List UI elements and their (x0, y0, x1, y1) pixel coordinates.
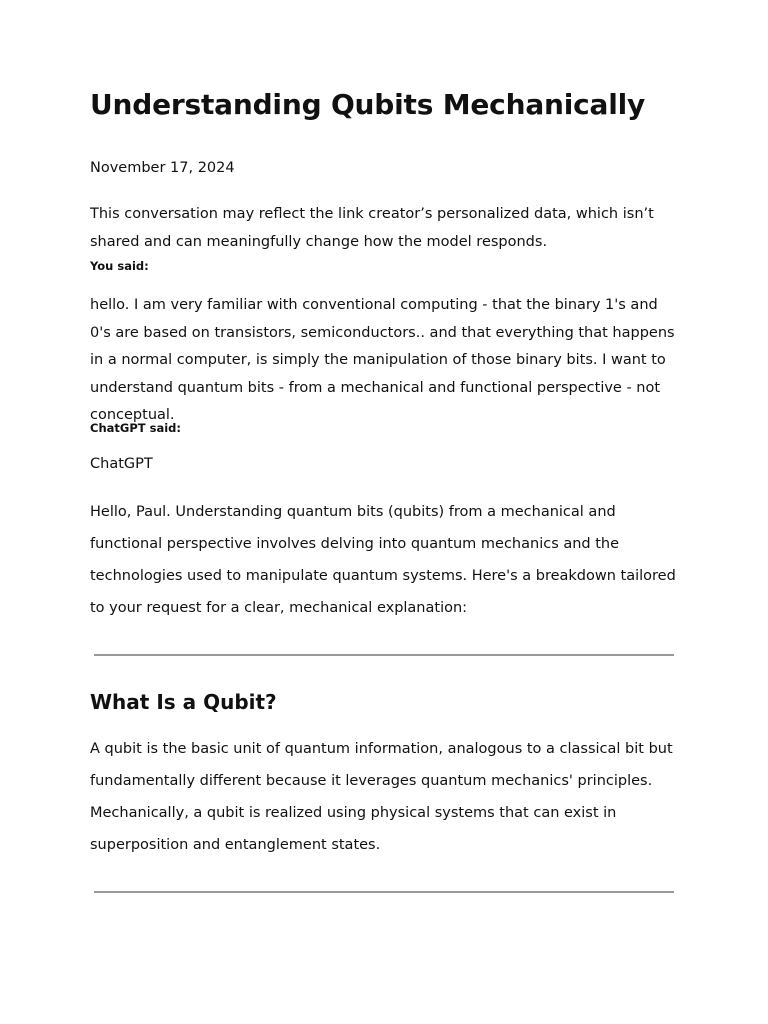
section-divider (94, 891, 674, 893)
section-divider (94, 654, 674, 656)
section-body: A qubit is the basic unit of quantum information, analogous to a classical bit but fundamentally different because it leverages quantum mechanics' principles. Mechanically, a qubit is realized using physical systems that can exist in superposition and entanglement states. (90, 741, 673, 853)
user-speaker-label: You said: (90, 259, 149, 273)
user-message: hello. I am very familiar with conventional computing - that the binary 1's and 0's are based on transistors, semiconductors.. and that everything that happens in a normal computer, is simply the manipulation of those binary bits. I want to understand quantum bits - from a mechanical and functional perspective - not conceptual. (90, 297, 675, 423)
publish-date: November 17, 2024 (90, 160, 235, 176)
page-title: Understanding Qubits Mechanically (90, 88, 646, 121)
disclaimer-text: This conversation may reflect the link creator’s personalized data, which isn’t shared and can meaningfully change how the model responds. (90, 206, 654, 250)
assistant-intro: Hello, Paul. Understanding quantum bits (qubits) from a mechanical and functional perspective involves delving into quantum mechanics and the technologies used to manipulate quantum systems. Here's a breakdown tailored to your request for a clear, mechanical explanation: (90, 504, 676, 616)
section-heading: What Is a Qubit? (90, 690, 277, 714)
assistant-speaker-label: ChatGPT said: (90, 421, 181, 435)
assistant-name: ChatGPT (90, 456, 153, 472)
